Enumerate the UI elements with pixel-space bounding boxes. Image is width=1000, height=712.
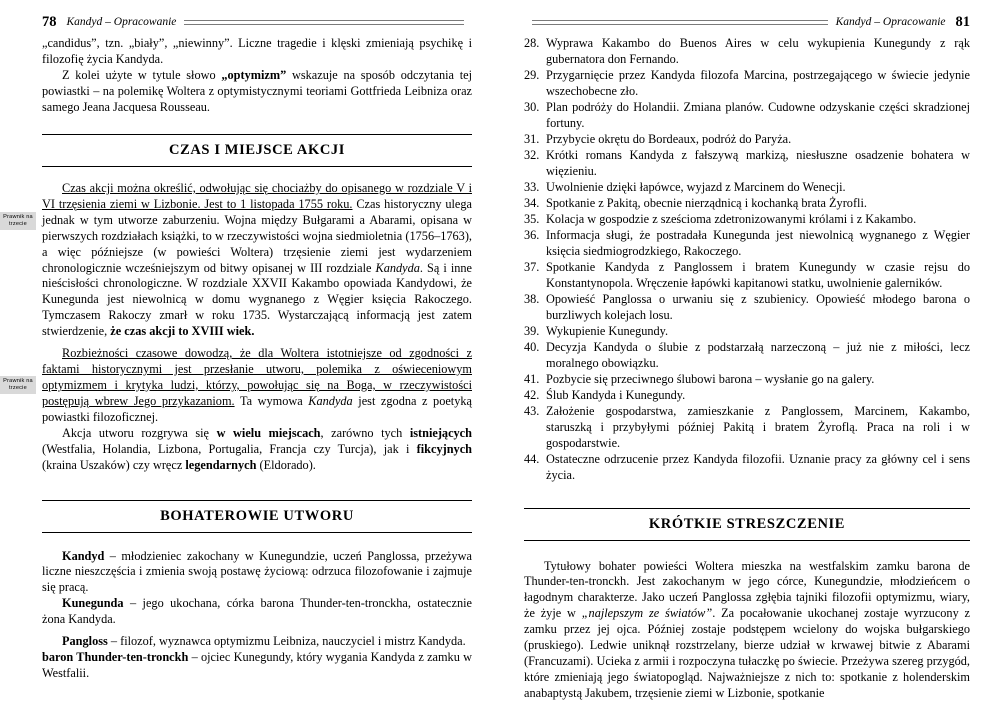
list-item (524, 180, 970, 196)
list-item (524, 324, 970, 340)
marginalia-note-2: Prawnik na trzecie (0, 376, 36, 394)
left-section1-paragraph-2: Rozbieżności czasowe dowodzą, że dla Woltera istotniejsze od zgodności z faktami historycznymi jest przesłanie utworu, polemika z oświeceniowym optymizmem i krytyka ludzi, którzy, powołując się na Boga, w rzeczywistości postępują wbrew Jego przykazaniom. Ta wymowa Kandyda jest zgodna z poetyką powiastki filozoficznej. (42, 346, 472, 424)
list-item-text: Ostateczne odrzucenie przez Kandyda filozofii. Uznanie pracy za główny cel i sens życia. (546, 451, 970, 482)
list-item-text: Plan podróży do Holandii. Zmiana planów. Cudowne odzyskanie części skradzionej fortuny. (546, 99, 970, 130)
list-item-text: Kolacja w gospodzie z sześcioma zdetronizowanymi królami i z Kakambo. (546, 211, 917, 226)
list-item-text: Założenie gospodarstwa, zamieszkanie z Panglossem, Marcinem, Kakambo, staruszką i przybyłymi później Pakitą i bratem Żyroflą. Praca na roli i w gospodarstwie. (546, 403, 970, 450)
list-item (524, 100, 970, 132)
list-item-number: 36. (524, 227, 540, 242)
list-item (524, 372, 970, 388)
list-item-number: 34. (524, 195, 540, 210)
list-item-text: Przygarnięcie przez Kandyda filozofa Marcina, postrzegającego w świecie jedynie wszechobecne zło. (546, 67, 970, 98)
list-item-number: 29. (524, 67, 540, 82)
list-item-text: Wyprawa Kakambo do Buenos Aires w celu wykupienia Kunegundy z rąk gubernatora don Fernando. (546, 36, 970, 66)
list-item (524, 452, 970, 484)
list-item-text: Spotkanie Kandyda z Panglossem i bratem Kunegundy w czasie rejsu do Konstantynopola. Wręczenie łapówki kapitanowi statku, uwolnienie galerników. (546, 259, 970, 290)
list-item-text: Ślub Kandyda i Kunegundy. (546, 387, 686, 402)
list-item-number: 33. (524, 179, 540, 194)
list-item-text: Spotkanie z Pakitą, obecnie nierządnicą i kochanką brata Żyrofli. (546, 195, 867, 210)
left-running-title: Kandyd – Opracowanie (66, 16, 177, 28)
left-paragraph-2: Z kolei użyte w tytule słowo „optymizm” wskazuje na sposób odczytania tej powiastki – na polemikę Woltera z optymistycznymi teoriami Gottfrieda Leibniza oraz samego Jeana Jacquesa Rousseau. (42, 67, 472, 114)
list-item (524, 260, 970, 292)
character-baron: baron Thunder-ten-tronckh – ojciec Kunegundy, który wygania Kandyda z zamku w Westfalii. (42, 650, 472, 680)
list-item (524, 228, 970, 260)
list-item (524, 148, 970, 180)
list-item-text: Opowieść Panglossa o urwaniu się z szubienicy. Opowieść młodego barona o burzliwych kolejach losu. (546, 291, 970, 322)
list-item (524, 212, 970, 228)
right-running-head (524, 14, 970, 30)
list-item (524, 36, 970, 68)
character-kunegunda: Kunegunda – jego ukochana, córka barona Thunder-ten-tronckha, ostatecznie żona Kandyda. (42, 596, 472, 627)
list-item (524, 404, 970, 452)
list-item-number: 28. (524, 36, 540, 50)
list-item-number: 37. (524, 259, 540, 274)
list-item-number: 31. (524, 131, 540, 146)
list-item (524, 388, 970, 404)
list-item-text: Krótki romans Kandyda z fałszywą markizą, niesłuszne osadzenie bohatera w więzieniu. (546, 147, 970, 178)
section-title-2: BOHATEROWIE UTWORU (160, 507, 354, 524)
section-krotkie-streszczenie (524, 508, 970, 541)
list-item (524, 292, 970, 324)
section-title-1: CZAS I MIEJSCE AKCJI (169, 141, 345, 158)
section-title-3: KRÓTKIE STRESZCZENIE (648, 515, 846, 532)
left-running-head (42, 14, 472, 30)
header-rule-right (532, 20, 828, 25)
list-item-number: 38. (524, 291, 540, 306)
right-folio: 81 (955, 13, 970, 30)
left-section1-paragraph-3: Akcja utworu rozgrywa się w wielu miejscach, zarówno tych istniejących (Westfalia, Holandia, Lizbona, Portugalia, Francja czy Turcja), jak i fikcyjnych (kraina Uszaków) czy wręcz legendarnych (Eldorado). (42, 425, 472, 472)
list-item-text: Decyzja Kandyda o ślubie z podstarzałą narzeczoną – już nie z miłości, lecz moralnego obowiązku. (546, 339, 970, 370)
list-item-text: Przybycie okrętu do Bordeaux, podróż do Paryża. (546, 131, 792, 146)
section-czas-i-miejsce-akcji (42, 134, 472, 167)
section-bohaterowie-utworu (42, 500, 472, 533)
list-item-number: 32. (524, 147, 540, 162)
left-folio: 78 (42, 13, 57, 30)
left-paragraph-1: „candidus”, tzn. „biały”, „niewinny”. Liczne tragedie i klęski zmieniają psychikę i filozofię życia Kandyda. (42, 36, 472, 66)
list-item (524, 132, 970, 148)
list-item-number: 41. (524, 371, 540, 386)
right-running-title: Kandyd – Opracowanie (835, 16, 946, 28)
character-pangloss: Pangloss – filozof, wyznawca optymizmu Leibniza, nauczyciel i mistrz Kandyda. (62, 634, 466, 649)
list-item-number: 35. (524, 211, 540, 226)
list-item-number: 40. (524, 339, 540, 354)
list-item (524, 68, 970, 100)
left-section1-paragraph-1: Czas akcji można określić, odwołując się chociażby do opisanego w rozdziale V i VI trzęsienia ziemi w Lizbonie. Jest to 1 listopada 1755 roku. Czas historyczny ulega jednak w tym utworze zaburzeniu. Wojna między Bułgarami a Abarami, opisana w pierwszych rozdziałach książki, to w rzeczywistości wojna siedmioletnia (1756–1763), a więc późniejsze (w powieści Woltera) trzęsienie ziemi jest wydarzeniem chronologicznie wcześniejszym od bitwy opisanej w III rozdziale Kandyda. Są i inne nieścisłości chronologiczne. W rozdziale XXVII Kakambo opowiada Kandydowi, że Kunegunda jest niewolnicą w domu wygnanego z Węgier księcia Rakoczego. Tymczasem Rakoczy zmarł w roku 1735. Wystarczającą informacją jest zatem stwierdzenie, że czas akcji to XVIII wiek. (42, 180, 472, 339)
list-item-text: Informacja sługi, że postradała Kunegunda jest niewolnicą wygnanego z Węgier księcia siedmiogrodzkiego, Rakoczego. (546, 227, 970, 258)
character-kandyd: Kandyd – młodzieniec zakochany w Kunegundzie, uczeń Panglossa, przeżywa liczne nieszczęścia i zmienia swoją postawę życiową: odrzuca filozofowanie i zajmuje się pracą. (42, 548, 472, 595)
right-page (500, 0, 1000, 712)
list-item-number: 42. (524, 387, 540, 402)
list-item (524, 340, 970, 372)
list-item-number: 30. (524, 99, 540, 114)
list-item-number: 43. (524, 403, 540, 418)
list-item-text: Uwolnienie dzięki łapówce, wyjazd z Marcinem do Wenecji. (546, 179, 846, 194)
summary-list (524, 36, 970, 484)
marginalia-note-1: Prawnik na trzecie (0, 212, 36, 230)
list-item-number: 44. (524, 451, 540, 466)
header-rule (184, 20, 464, 25)
list-item-text: Pozbycie się przeciwnego ślubowi barona – wysłanie go na galery. (546, 371, 875, 386)
list-item (524, 196, 970, 212)
list-item-text: Wykupienie Kunegundy. (546, 323, 669, 338)
right-summary-paragraph: Tytułowy bohater powieści Woltera mieszka na westfalskim zamku barona de Thunder-ten-tronckh. Jest zakochanym w jego córce, Kunegundzie, młodzieńcem o łagodnym charakterze. Jako uczeń Panglossa zgłębia tajniki filozofii optymizmu, wiary, że żyje w „najlepszym ze światów”. Za pocałowanie ukochanej zostaje wyrzucony z zamku przez jej ojca. Później zostaje podstępem wcielony do wojska bułgarskiego (pruskiego). Ledwie uniknął rozstrzelany, bierze udział w krwawej bitwie z Abarami (Francuzami). Ucieka z armii i rozpoczyna tułaczkę po świecie. Przeżywa szereg przygód, które zmieniają jego światopogląd. Najważniejsze z nich to: spotkanie z holenderskim anabaptystą Jakubem, trzęsienie ziemi w Lizbonie, spotkanie (524, 558, 970, 700)
list-item-number: 39. (524, 323, 540, 338)
